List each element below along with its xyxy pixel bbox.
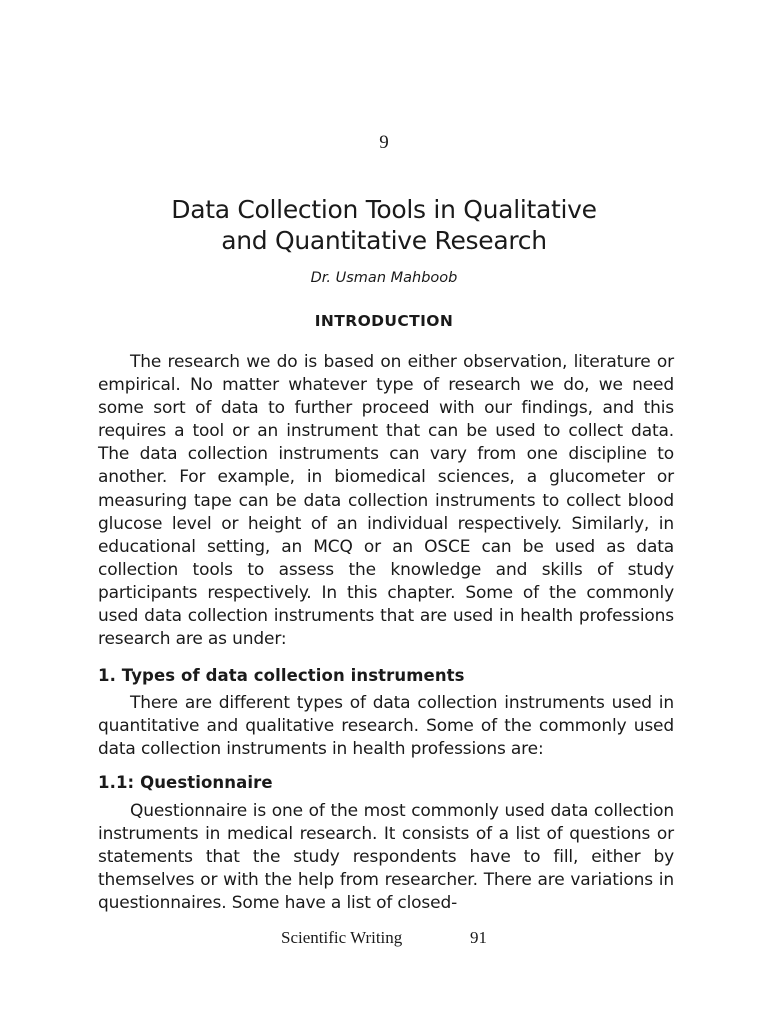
section-1-paragraph: There are different types of data collection instruments used in quantitative and qualitative research. Some of the commonly used data collection instruments in health professions are: — [98, 693, 674, 760]
chapter-title-line-2: and Quantitative Research — [221, 226, 547, 255]
chapter-title-line-1: Data Collection Tools in Qualitative — [171, 195, 597, 224]
section-1-1-heading: 1.1: Questionnaire — [98, 773, 273, 792]
chapter-number: 9 — [379, 132, 389, 153]
introduction-heading: INTRODUCTION — [314, 312, 454, 330]
footer-page-number: 91 — [470, 928, 487, 947]
author-name: Dr. Usman Mahboob — [310, 270, 458, 286]
footer-book-title: Scientific Writing — [281, 928, 403, 947]
introduction-paragraph: The research we do is based on either observation, literature or empirical. No matter whatever type of research we do, we need some sort of data to further proceed with our findings, and this requires a tool or an instrument that can be used to collect data. The data collection instruments can vary from one discipline to another. For example, in biomedical sciences, a glucometer or measuring tape can be data collection instruments to collect blood glucose level or height of an individual respectively. Similarly, in educational setting, an MCQ or an OSCE can be used as data collection tools to assess the knowledge and skills of study participants respectively. In this chapter. Some of the commonly used data collection instruments that are used in health professions research are as under: — [98, 352, 674, 650]
section-1-heading: 1. Types of data collection instruments — [98, 666, 465, 685]
chapter-title — [100, 194, 668, 256]
section-1-1-paragraph: Questionnaire is one of the most commonly used data collection instruments in medical research. It consists of a list of questions or statements that the study respondents have to fill, either by themselves or with the help from researcher. There are variations in questionnaires. Some have a list of closed- — [98, 801, 674, 914]
